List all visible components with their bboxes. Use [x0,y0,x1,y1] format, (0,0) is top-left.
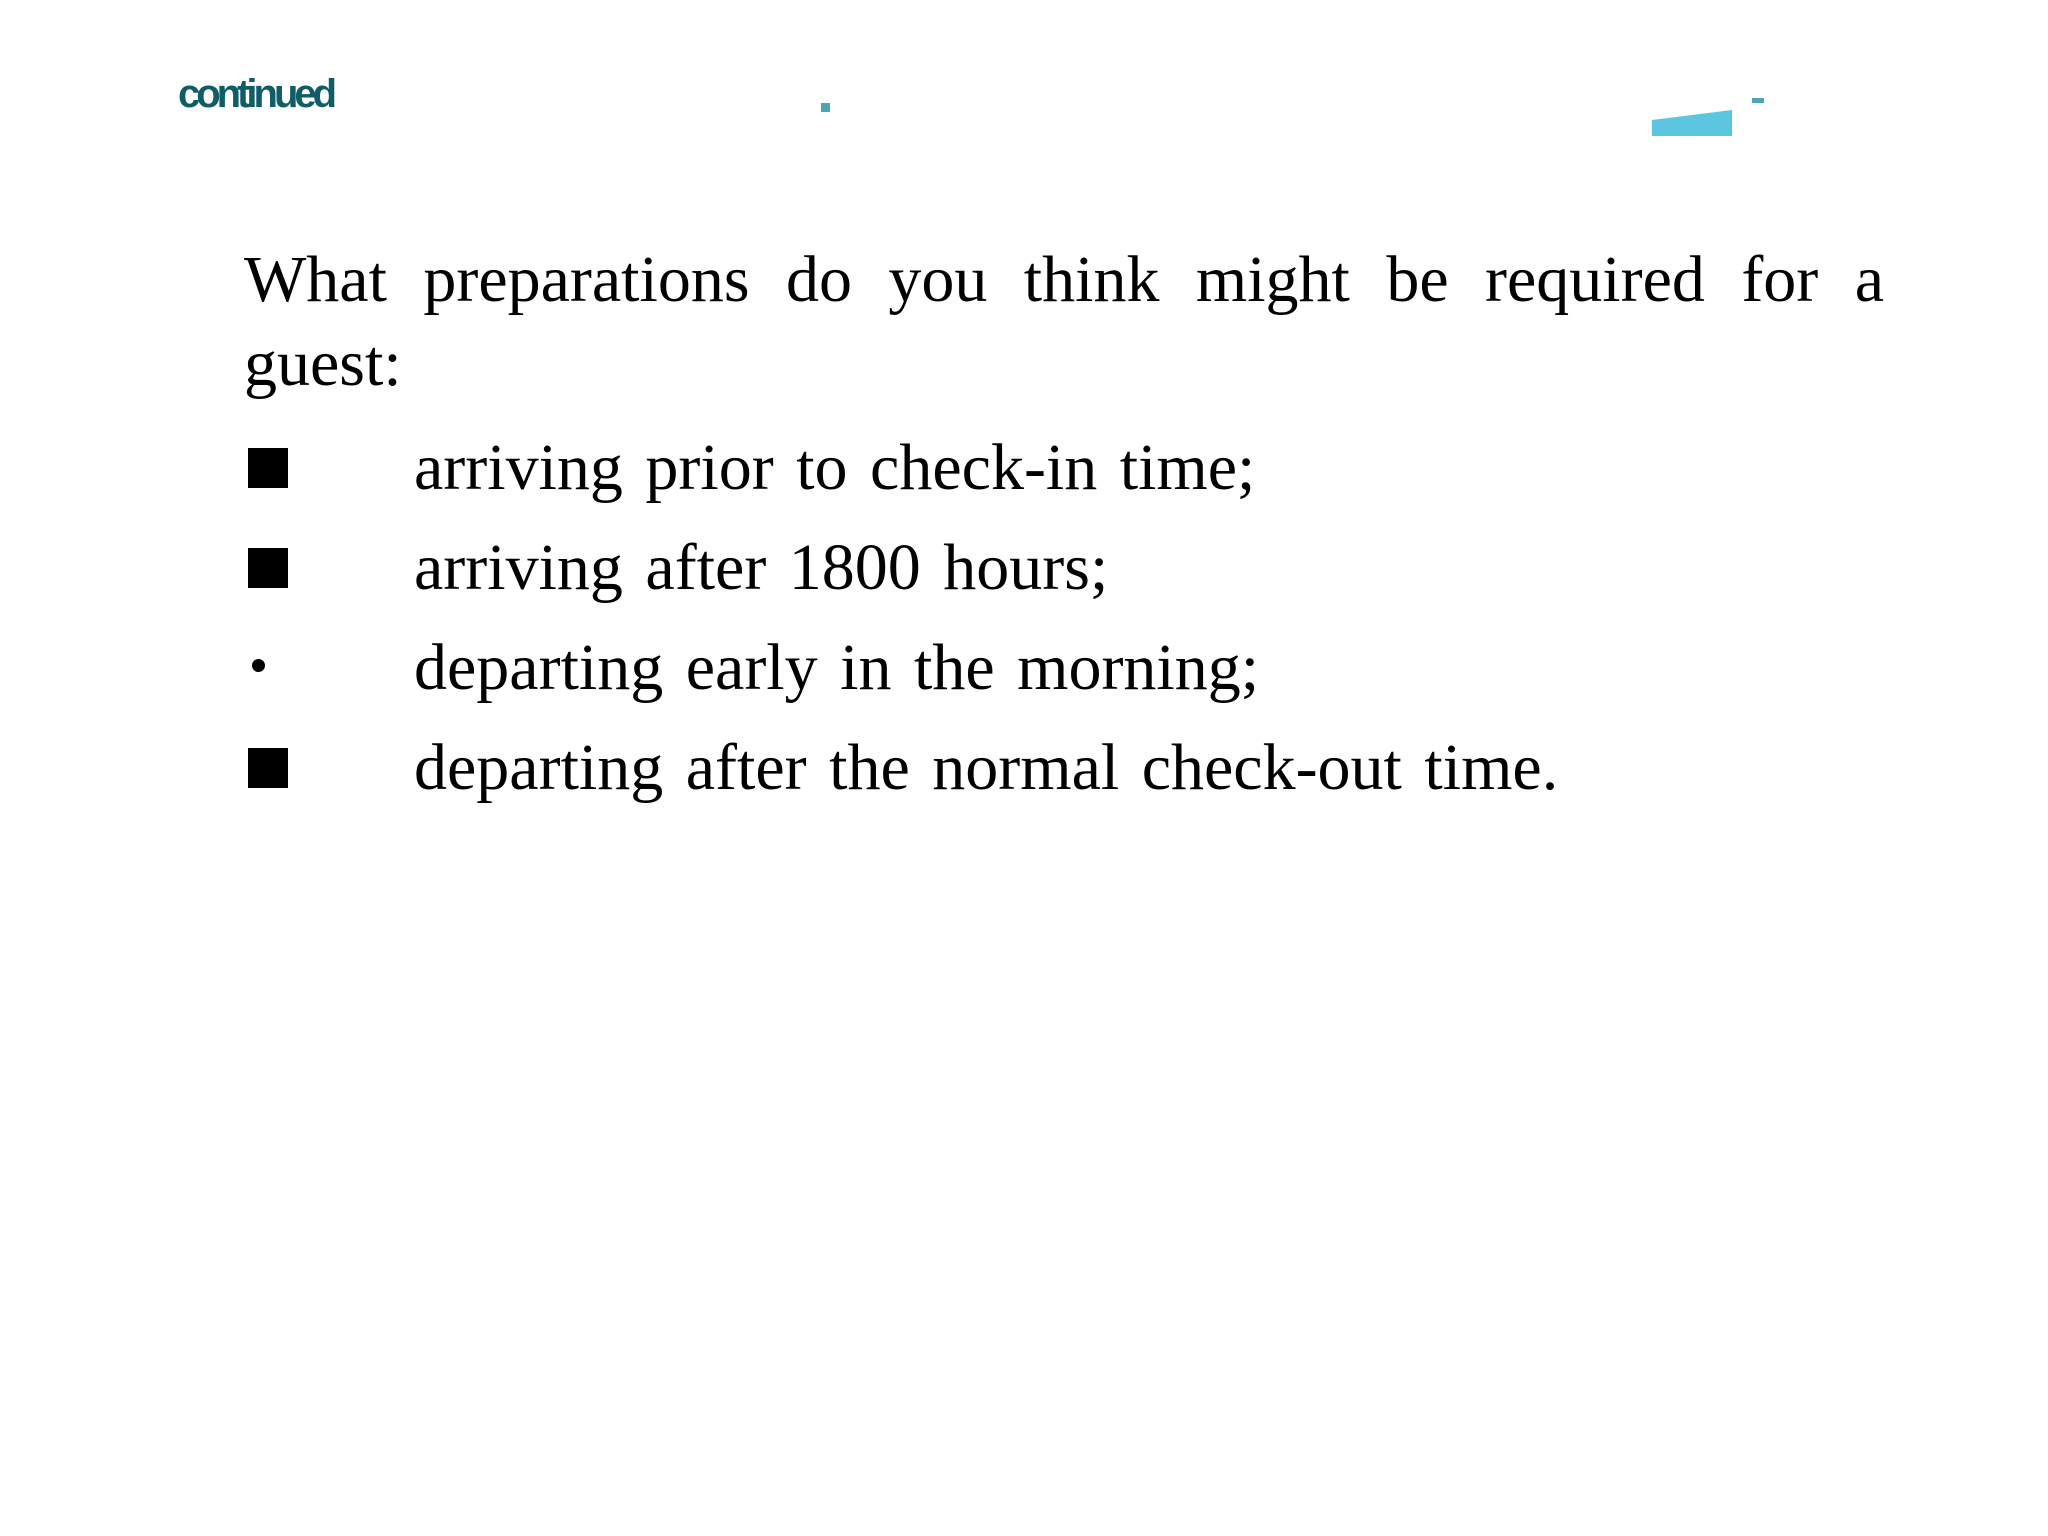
decorative-slash-icon [1652,110,1732,136]
bullet-marker [244,618,414,718]
bullet-marker [244,418,414,518]
list-item [244,518,1558,618]
bullet-marker [244,518,414,618]
list-item-text: departing after the normal check-out time. [414,731,1559,804]
list-item-text: arriving after 1800 hours; [414,531,1109,604]
square-bullet-icon [248,448,288,488]
bullet-marker [244,718,414,818]
list-item [244,718,1558,818]
dot-bullet-icon [252,659,265,672]
list-item [244,418,1558,518]
bullet-list [244,418,1558,818]
decorative-dot-icon [821,103,830,112]
list-item-text: departing early in the morning; [414,631,1260,704]
question-text: What preparations do you think might be required for a guest: [244,243,1884,400]
decorative-dash-icon [1752,98,1764,103]
square-bullet-icon [248,548,288,588]
list-item-text: arriving prior to check-in time; [414,431,1256,504]
square-bullet-icon [248,748,288,788]
continued-label: continued [178,72,334,116]
list-item [244,618,1558,718]
